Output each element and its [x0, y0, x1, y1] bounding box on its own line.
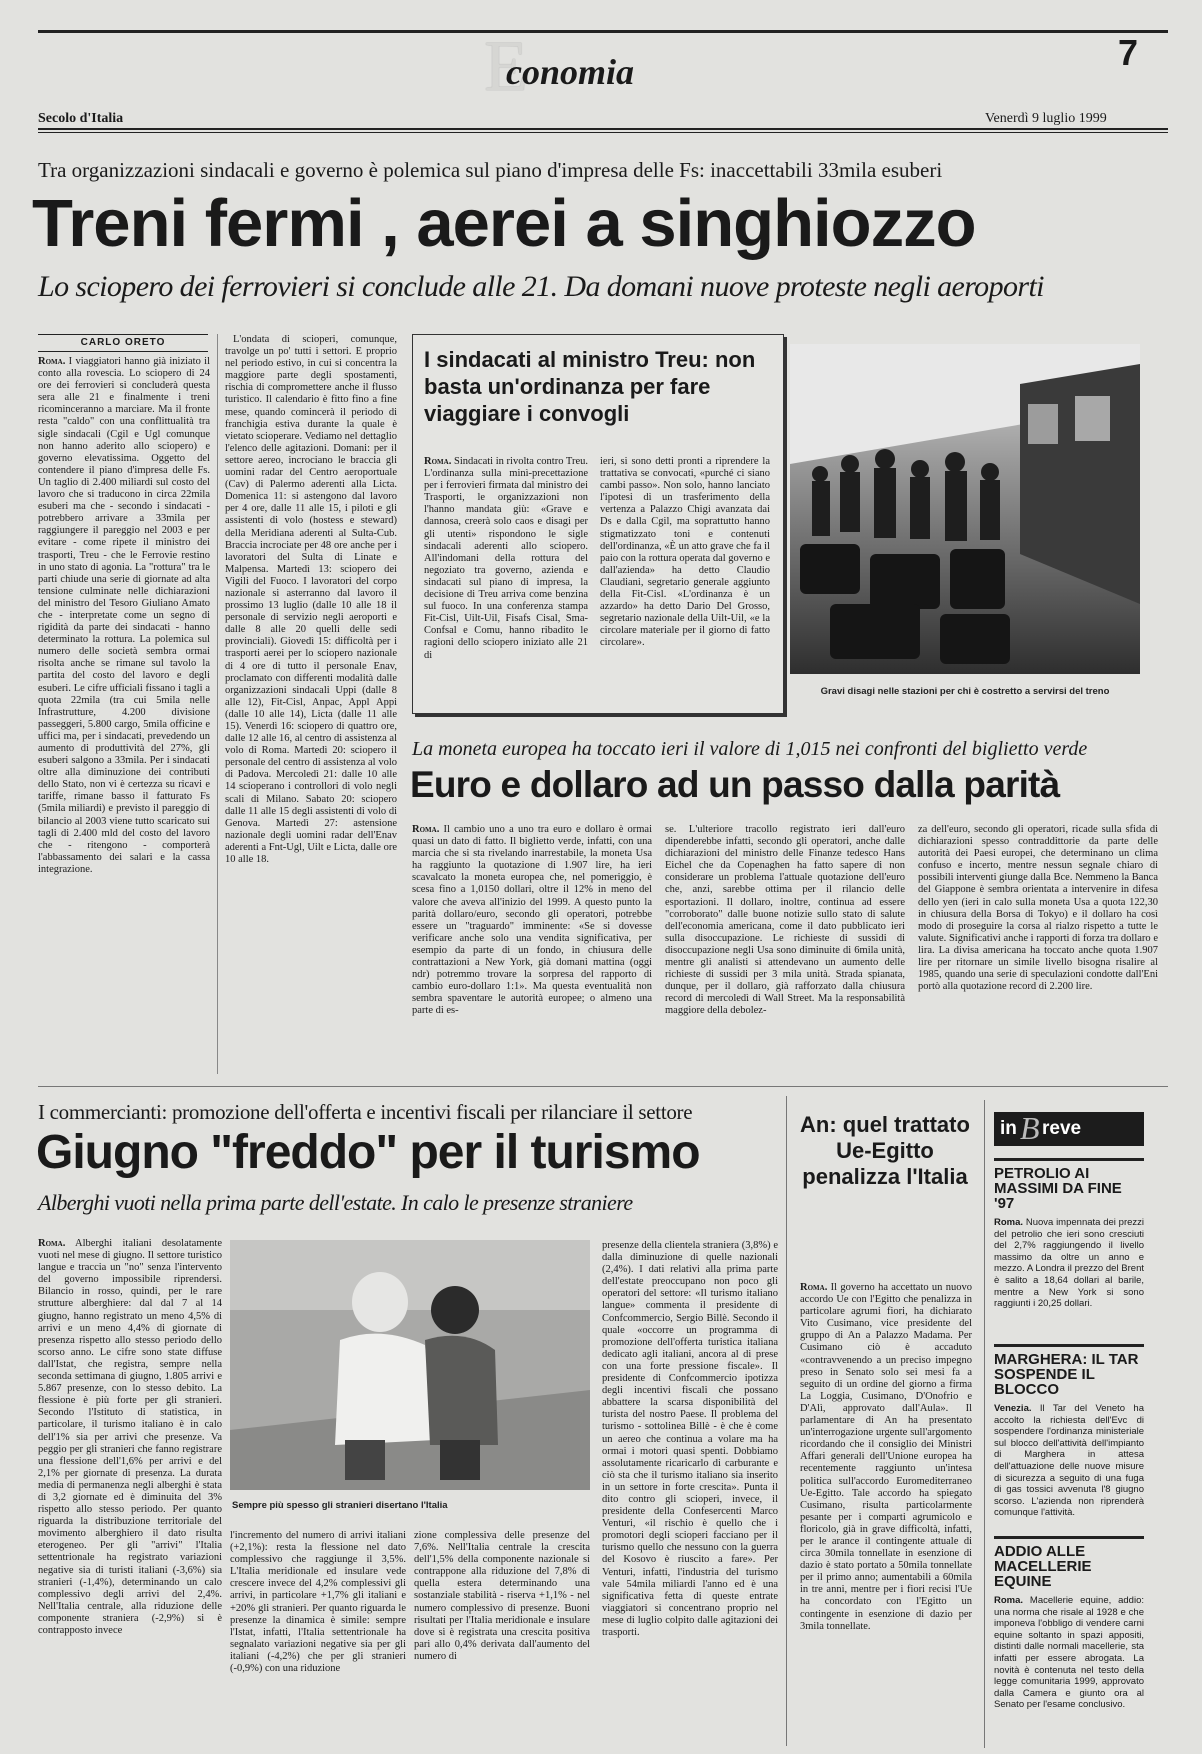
article3-column-2b — [414, 1530, 590, 1748]
article2-column-1 — [412, 824, 652, 1076]
article1-text-2: L'ondata di scioperi, comunque, travolge un po' tutti i settori. E proprio nel periodo estivo, in cui si concentra la maggiore parte degli spostamenti, rischia di compromettere anche il flusso turistico. Il calendario è fitto fino a fine mese, quando comincerà il periodo di franchigia estiva durante la quale è vietato scioperare. Vediamo nel dettaglio l'elenco delle agitazioni. Domani: per il settore aereo, incrociano le braccia gli uomini radar del Centro aeroportuale (Cav) di Palermo aderenti alla Licta. Domenica 11: si astengono dal lavoro per 4 ore, dalle 11 alle 15, i piloti e gli assistenti di volo (hostess e steward) della Meridiana aderenti al Sulta-Cub. Braccia incrociate per 48 ore anche per i lavoratori del Sulta di Linate e Malpensa. Martedì 13: sciopero dei Vigili del Fuoco. I lavoratori del corpo nazionale si asterranno dal lavoro il prossimo 13 luglio (dalle 10 alle 18 il personale di servizio negli aeroporti e dalle 8 alle 20 quelli delle sedi provinciali). Giovedì 15: difficoltà per i trasporti aerei per lo sciopero nazionale di 4 ore di tutto il personale Enav, proclamato con differenti modalità dalle organizzazioni sindacali Uppi (dalle 8 alle 12), Fit-Cisl, Anpac, Appl Appi (dalle 10 alle 14), Licta (dalle 11 alle 15). Venerdì 16: sciopero di quattro ore, dalle 12 alle 16, al centro di assistenza al volo di Roma. Martedì 20: sciopero il personale del centro di assistenza al volo di Padova. Mercoledì 21: dalle 10 alle 14 scioperano i controllori di volo negli scali di Milano. Sabato 20: sciopero dalle 11 alle 15 degli assistenti di volo di Genova. Martedì 27: astensione nazionale degli uomini radar dell'Enav aderenti a Fnt-Ugl, Uilt e Licta, dalle ore 10 alle 18. — [225, 334, 397, 866]
breve-item-2 — [994, 1352, 1144, 1519]
article1-byline: CARLO ORETO — [80, 337, 166, 348]
article2-kicker: La moneta europea ha toccato ieri il valore di 1,015 nei confronti del biglietto verde — [412, 738, 1088, 760]
breve-item-title: PETROLIO AI MASSIMI DA FINE '97 — [994, 1165, 1122, 1212]
issue-date: Venerdì 9 luglio 1999 — [985, 111, 1107, 126]
article4-dateline: Roma. — [800, 1282, 828, 1293]
breve-item-dateline: Roma. — [994, 1595, 1024, 1606]
station-crowd-photo — [790, 344, 1140, 674]
article1-column-2 — [225, 334, 397, 1076]
article4-text: Il governo ha accettato un nuovo accordo Ue con l'Egitto che penalizza in particolare agrumi fiori, ha dichiarato Vito Cusimano, vice presidente del gruppo di An a Palazzo Madama. Per Cusimano ciò è accaduto «contravvenendo a un preciso impegno preso in Senato solo sei mesi fa a seguito di un ordine del giorno a firma La Loggia, Cusimano, D'Onofrio e D'Alì, approvato dall'Aula». Il parlamentare di An ha presentato un'interrogazione urgente sull'argomento ricordando che il consiglio dei Ministri Affari generali dell'Unione europea ha recentemente raggiunto un'intesa politica sull'accordo Euromediterraneo Ue-Egitto. Tale accordo ha spiegato Cusimano, risulta particolarmente pesante per i comparti agrumicolo e floricolo, già in grave difficoltà, infatti, per le arance il contingente attuale di circa 30mila tonnellate in esenzione di dazio è stato portato a 50mila tonnellate per il primo anno; aumentabili a 60mila in tre anni, mentre per i fiori recisi l'Ue ha concordato con l'Egitto un contingente in esenzione di dazio per 3mila tonnellate. — [800, 1282, 972, 1632]
breve-item-text: Macellerie equine, addio: una norma che risale al 1928 e che imponeva l'obbligo di vendere carni equine soltanto in spazi appositi, distinti dalle normali macellerie, sta infatti per essere abrogata. La novità è contenuta nel testo della legge comunitaria 1999, approvato dalla Camera e giunto ora al Senato per l'esame conclusivo. — [994, 1595, 1144, 1711]
in-breve-prefix: in — [1000, 1118, 1017, 1139]
breve-item-text: Nuova impennata dei prezzi del petrolio che ieri sono cresciuti del 2,7% raggiungendo il livello massimo da oltre un anno e mezzo. A Londra il prezzo del Brent è salito a 18,64 dollari al barile, mentre a New York si sono raggiunti i 20,25 dollari. — [994, 1217, 1145, 1310]
publication-name: Secolo d'Italia — [38, 111, 124, 126]
article3-kicker: I commercianti: promozione dell'offerta e incentivi fiscali per rilanciare il settore — [38, 1100, 693, 1124]
article3-headline: Giugno "freddo" per il turismo — [36, 1126, 700, 1179]
article2-dateline: Roma. — [412, 824, 440, 835]
box-sindacati-headline: I sindacati al ministro Treu: non basta un'ordinanza per fare viaggiare i convogli — [424, 347, 756, 426]
article3-text-2b: zione complessiva delle presenze del 7,6%. Nell'Italia centrale la crescita dell'1,5% della componente nazionale si contrappone alla riduzione del 7,8% di quella estera determinando una sostanziale stabilità - riserva +1,1% - nel numero complessivo di presenze. Buoni risultati per l'Italia meridionale e insulare dove si è registrata una crescita positiva pari allo 0,4% derivata dall'aumento del numero di — [414, 1530, 590, 1662]
article3-column-1 — [38, 1238, 222, 1748]
breve-item-1 — [994, 1166, 1144, 1310]
article3-column-3 — [602, 1240, 778, 1748]
breve-item-title: MARGHERA: IL TAR SOSPENDE IL BLOCCO — [994, 1351, 1139, 1398]
breve-item-dateline: Venezia. — [994, 1403, 1032, 1414]
box-sindacati-column-2 — [600, 456, 770, 706]
article1-column-1 — [38, 356, 210, 1076]
article3-subhead: Alberghi vuoti nella prima parte dell'estate. In calo le presenze straniere — [38, 1190, 633, 1215]
article2-text-3: za dell'euro, secondo gli operatori, ricade sulla sfida di dichiarazioni spesso contraddittorie da parte delle autorità dei Paesi europei, che determinano un clima confuso e incerto, mentre nessun segnale chiaro di possibili interventi giunge dalla Bce. Nemmeno la Banca del Giappone è sembra orientata a intervenire in difesa dello yen (ieri in calo sulla moneta Usa a quota 122,30 in chiusura della Borsa di Tokyo) e il dollaro ha così modo di proseguire la corsa al rialzo rispetto a tutte le valute. Significativi anche i rapporti di forza tra dollaro e lira. La divisa americana ha toccato anche quota 1.907 lire per ritornare un simile livello bisogna risalire al 1985, quando una serie di speculazioni condotte dall'Eni portò alla quotazione record di 2.200 lire. — [918, 824, 1158, 993]
box-sindacati-column-1 — [424, 456, 588, 706]
breve-item-3 — [994, 1544, 1144, 1748]
article3-text-2: l'incremento del numero di arrivi italiani (+2,1%): resta la flessione nel dato complessivo che raggiunge il 3,5%. L'Italia meridionale ed insulare vede crescere invece del 4,2% complessivi gli arrivi, in particolare +1,7% gli italiani e +20% gli stranieri. Per quanto riguarda le presenze la dinamica è simile: sempre l'Istat, infatti, l'Italia settentrionale ha segnalato variazioni negative sia per gli italiani (-4,2%) che per gli stranieri (-0,9%) con una riduzione — [230, 1530, 406, 1675]
breve-item-text: Il Tar del Veneto ha accolto la richiesta dell'Evc di sospendere l'ordinanza ministeriale sul blocco dell'attività dell'impianto di Marghera in attesa dell'attuazione delle nuove misure di sicurezza a seguito di una fuga di gas tossici avvenuta l'8 giugno scorso. L'azienda non riprenderà comunque l'attività. — [994, 1403, 1145, 1519]
article2-column-2 — [665, 824, 905, 1076]
station-crowd-image — [790, 344, 1140, 674]
box-sindacati-text-2: ieri, si sono detti pronti a riprendere la trattativa se convocati, «purché ci siano cambi passo». Non solo, hanno lanciato l'ipotesi di un trasferimento della vertenza a Palazzo Chigi avanzata dai Ds e dalla Cgil, ma soprattutto hanno stigmatizzato toni e contenuti dell'ordinanza, «È un atto grave che fa il paio con la rottura operata dal governo e dall'azienda» ha detto Claudio Claudiani, segretario generale aggiunto della Fit-Cisl. «L'ordinanza è un azzardo» ha detto Dario Del Grosso, segretario nazionale della Uilt-Uil, «e la circolare materiale per il giorno di fatto circolare». — [600, 456, 770, 649]
tourists-image — [230, 1240, 590, 1490]
article2-headline: Euro e dollaro ad un passo dalla parità — [410, 764, 1060, 805]
article2-column-3 — [918, 824, 1158, 1076]
article2-text-1: Il cambio uno a uno tra euro e dollaro è ormai quasi un dato di fatto. Il biglietto verde, infatti, con una marcia che si sta rivelando inarrestabile, la moneta Usa ha raggiunto la quotazione di 1.907 lire, ha ieri scavalcato la moneta europea che, nel pomeriggio, è scesa fino a 1,0150 dollari, oltre il 12% in meno del valore che aveva all'inizio del 1999. A questo punto la parità dollaro/euro, secondo gli operatori, potrebbe essere un "traguardo" imminente: «Se si dovesse verificare anche solo una vendita significativa, per esempio da parte di un fondo, in chiusura delle contrattazioni a New York, già domani mattina (oggi ndr) potremmo trovare la sorpresa del rapporto di cambio euro-dollaro 1:1». Ma questa eventualità non sembra spaventare le autorità europee; o almeno una parte di es- — [412, 824, 652, 1017]
article3-text-3: presenze della clientela straniera (3,8%) e dalla diminuzione di quelle nazionali (2,4%). I dati relativi alla prima parte dell'estate preoccupano non poco gli operatori del settore: «Il turismo italiano langue» commenta il presidente di Confcommercio, Sergio Billè. Secondo il quale «occorre un programma di promozione dell'offerta turistica italiana dedicato agli italiani, ancora al di prese con una forte pressione fiscale». Il presidente di Confcommercio ipotizza degli incentivi fiscali che possano abbattere la scarsa disponibilità del turista del nostro Paese. Il problema del turismo - sottolinea Billè - è che è come un aereo che continua a volare ma ha ormai i motori quasi spenti. Dobbiamo assolutamente ricaricarlo di carburante e ciò sta che il turismo italiano sia inserito in un settore in forte crescita». Punta il dito contro gli scioperi, invece, il presidente della Confesercenti Marco Venturi, «il rischio è quello che i promotori degli scioperi facciano per il turismo quello che nessuno con la guerra del Kosovo è riuscito a fare». Per Venturi, infatti, l'industria del turismo vale 54mila miliardi l'anno ed è una significativa fetta di queste entrate viaggiatori si concentrano proprio nel mese di luglio colpito dalle agitazioni dei trasporti. — [602, 1240, 778, 1638]
breve-item-dateline: Roma. — [994, 1217, 1024, 1228]
article1-kicker: Tra organizzazioni sindacali e governo è polemica sul piano d'impresa delle Fs: inaccettabili 33mila esuberi — [38, 158, 943, 182]
article1-dateline: Roma. — [38, 356, 66, 367]
in-breve-logo — [994, 1112, 1144, 1146]
tourists-photo — [230, 1240, 590, 1490]
station-photo-caption: Gravi disagi nelle stazioni per chi è costretto a servirsi del treno — [820, 686, 1110, 697]
section-name: conomia — [505, 52, 634, 92]
section-title — [484, 26, 656, 106]
article1-subhead: Lo sciopero dei ferrovieri si conclude alle 21. Da domani nuove proteste negli aeroporti — [38, 270, 1044, 303]
box-sindacati-dateline: Roma. — [424, 456, 452, 467]
tourists-photo-caption: Sempre più spesso gli stranieri disertano l'Italia — [232, 1500, 448, 1511]
breve-item-title: ADDIO ALLE MACELLERIE EQUINE — [994, 1544, 1092, 1590]
box-sindacati-text-1: Sindacati in rivolta contro Treu. L'ordinanza sulla minì-precettazione per i ferrovieri firmata dal ministro dei Trasporti, le organizzazioni non l'hanno mandata giù: «Grave e dannosa, creerà solo caos e disagi per gli utenti» rispondono le sigle sindacali aderenti allo sciopero. All'indomani della rottura del negoziato tra governo, azienda e sindacati sul piano di impresa, la decisione di Treu arriva come benzina sul fuoco. In una conferenza stampa Fit-Cisl, Uilt-Uil, Fisafs Cisal, Sma-Confsal e Comu, hanno ribadito le ragioni dello sciopero iniziato alle 21 di — [424, 456, 588, 661]
article1-headline: Treni fermi , aerei a singhiozzo — [32, 186, 976, 261]
page-number: 7 — [1118, 32, 1139, 73]
article4-column — [800, 1282, 972, 1748]
article1-text-1: I viaggiatori hanno già iniziato il conto alla rovescia. Lo sciopero di 24 ore dei ferrovieri si concluderà questa sera alle 21 e finalmente i treni ricominceranno a marciare. Ma il fronte resta "caldo" con una conflittualità tra sigle sindacali (Cgil e Ugl comunque non hanno aderito allo sciopero) e governo elevatissima. Oggetto del contendere il piano d'impresa delle Fs. Un taglio di 2.400 miliardi sul costo del lavoro che si traducono in circa 22mila esuberi ma che - secondo i sindacati - potrebbero arrivare a 33mila per raggiungere il pareggio nel 2003 e per evitare - come ripete il ministro dei trasporti, Treu - che le Ferrovie restino in uno stato di agonia. La "rottura" tra le parti chiude una serie di giornate ad alta tensione culminate nelle dichiarazioni del ministro del Tesoro Giuliano Amato che - interpretate come un segno di rigidità da parte dei sindacati - hanno determinato la rottura. La polemica sul numero delle società sembra ormai risolta anche se rimane sul tavolo la partita del costo del lavoro e degli esuberi. Le cifre ufficiali fissano i tagli a quota 22mila (tra cui 5mila nelle Infrastrutture, 4.200 divisione passeggeri, 5.800 cargo, 5mila officine e uffici ma, per i sindacati, prevedendo un aumento di produttività del 27%, gli esuberi salgono a 33mila. Per i sindacati oltre alla diminuzione dei contributi dello Stato, non vi è certezza su ricavi e tariffe, rimane basso il fatturato Fs (5mila miliardi) e previsto il pareggio di bilancio al 2003 viene tutto scaricato sui tagli di 2.400 mld del costo del lavoro che - ritengono - comporterà l'abbassamento dei salari e la cassa integrazione. — [38, 356, 210, 875]
article3-text-1: Alberghi italiani desolatamente vuoti nel mese di giugno. Il settore turistico langue e traccia un "no" senza l'intervento del governo impossibile riprendersi. Bilancio in rosso, quindi, per le rare strutture alberghiere: dal dal 7 al 14 giugno, hanno registrato un meno 4,5% di arrivi e un meno 4,4% di giornate di presenza rispetto allo stesso periodo dello scorso anno. Le cifre sono state diffuse dall'Istat, che registra, sempre nella seconda settimana di giugno, 1.805 arrivi e 5.867 presenze, con lo stesso debito. La flessione è più forte per gli stranieri. Secondo l'Istituto di statistica, in particolare, il turismo italiano è in calo dell'1% sia per arrivi che presenze. Va peggio per gli stranieri che fanno registrare una flessione dell'1,6% per arrivi e del 2,1% per giornate di presenza. La durata media di permanenza negli alberghi è stata di 3,2 giornate ed è diminuita del 3% rispetto allo stesso periodo. Per quanto riguarda la distribuzione territoriale del movimento alberghiero il dato risulta eterogeneo. Per gli "arrivi" l'Italia settentrionale ha registrato variazioni negative sia di turisti italiani (-3,6%) sia stranieri (-1,4%), determinando un calo complessivo degli arrivi del 2,4%. Nell'Italia centrale, alla riduzione delle componente straniera (-2,9%) si è contrapposto invece — [38, 1238, 222, 1636]
section-initial: E — [484, 26, 528, 106]
article3-column-2 — [230, 1530, 406, 1748]
in-breve-initial: B — [1020, 1110, 1040, 1146]
article4-headline: An: quel trattato Ue-Egitto penalizza l'Italia — [800, 1112, 970, 1189]
article2-text-2: se. L'ulteriore tracollo registrato ieri dall'euro dipenderebbe infatti, secondo gli operatori, anche dalle dichiarazioni del ministro delle Finanze tedesco Hans Eichel che da Copenaghen ha fatto sapere di non considerare un problema l'attuale quotazione dell'euro che, anzi, sarebbe ottima per il rilancio delle esportazioni. Il dollaro, inoltre, continua ad essere "corroborato" dalle buone notizie sullo stato di salute dell'economia americana, come il dato pubblicato ieri sulla disoccupazione. Le richieste di sussidi di disoccupazione negli Usa sono diminuite di 6mila unità, mentre gli analisti si attendevano un aumento delle richieste di sussidi per 3 mila unità. Strada spianata, dunque, per il dollaro, già rafforzato dalla chiusura record di mercoledì di Wall Street. Ma la responsabilità maggiore della debolez- — [665, 824, 905, 1017]
in-breve-rest: reve — [1042, 1118, 1082, 1139]
article3-dateline: Roma. — [38, 1238, 66, 1249]
